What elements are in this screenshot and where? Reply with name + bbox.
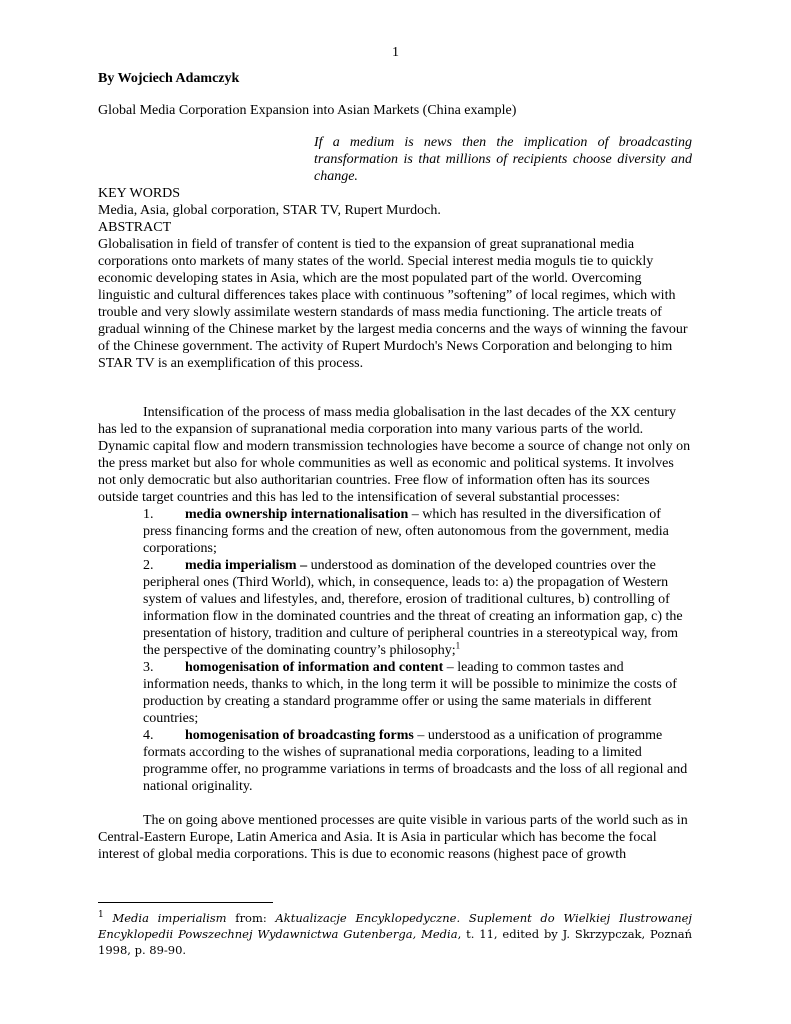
list-item-text: – leading to common tastes and information needs, thanks to which, in the long term it will be possible to minimize the costs of production by creating a standard programme offer or using the same materials in different countries; [143,660,677,726]
footnote-details: , t. 11, edited by J. Skrzypczak, Poznań 1998, p. 89-90. [98,927,692,957]
footnote-divider [98,902,273,903]
list-item [143,557,692,659]
list-item [143,727,692,795]
keywords-list: Media, Asia, global corporation, STAR TV, Rupert Murdoch. [98,203,441,218]
list-item-number: 1. [143,507,154,522]
footnote-source: Aktualizacje Encyklopedyczne. Suplement do Wielkiej Ilustrowanej Encyklopedii Powszechnej Wydawnictwa Gutenberga, Media [98,911,692,941]
list-item [143,506,692,557]
article-title: Global Media Corporation Expansion into Asian Markets (China example) [98,103,517,118]
list-item-term: homogenisation of information and content [185,660,444,675]
footnote-reference[interactable]: 1 [455,640,461,651]
epigraph: If a medium is news then the implication of broadcasting transformation is that millions of recipients choose diversity and change. [314,135,692,184]
list-item-term: media imperialism – [185,558,308,573]
list-item-number: 3. [143,660,154,675]
list-item-number: 2. [143,558,154,573]
processes-list [98,506,692,795]
footnote-term: Media imperialism [112,911,227,925]
author-line: By Wojciech Adamczyk [98,71,240,86]
page-number: 1 [392,45,399,60]
footnote-from: from: [226,911,276,925]
list-item [143,659,692,727]
paragraph-spacer [98,795,692,812]
body-text [98,404,692,863]
list-item-term: media ownership internationalisation [185,507,409,522]
closing-paragraph: The on going above mentioned processes are quite visible in various parts of the world such as in Central-Eastern Europe, Latin America and Asia. It is Asia in particular which has become the focal interest of global media corporations. This is due to economic reasons (highest pace of growth [98,813,688,862]
list-item-text: – which has resulted in the diversification of press financing forms and the creation of new, often autonomous from the government, media corporations; [143,507,669,556]
footnote [98,910,692,958]
list-item-number: 4. [143,728,154,743]
list-item-text: – understood as a unification of programme formats according to the wishes of supranational media corporations, leading to a limited programme offer, no programme variations in terms of broadcasts and the loss of all regional and national originality. [143,728,688,794]
list-item-term: homogenisation of broadcasting forms [185,728,414,743]
keywords-heading: KEY WORDS [98,186,181,201]
intro-paragraph: Intensification of the process of mass media globalisation in the last decades of the XX century has led to the expansion of supranational media corporation into many various parts of the world. Dynamic capital flow and modern transmission technologies have become a source of change not only on the press market but also for whole communities as well as economic and political systems. It involves not only democratic but also authoritarian countries. Free flow of information often has its sources outside target countries and this has led to the intensification of several substantial processes: [98,405,691,505]
list-item-text: understood as domination of the developed countries over the peripheral ones (Third World), which, in consequence, leads to: a) the propagation of Western system of values and lifestyles, and, therefore, erosion of traditional cultures, b) controlling of information flow in the dominated countries and the threat of creating an information gap, c) the presentation of history, tradition and culture of peripheral countries in a stereotypical way, from the perspective of the dominating country’s philosophy; [143,558,683,658]
footnote-mark: 1 [98,910,104,921]
abstract-heading: ABSTRACT [98,220,172,235]
abstract-text: Globalisation in field of transfer of content is tied to the expansion of great supranational media corporations onto markets of many states of the world. Special interest media moguls tie to quickly economic developing states in Asia, which are the most populated part of the world. Overcoming linguistic and cultural differences takes place with continuous ”softening” of local regimes, which with trouble and very slowly assimilate western standards of mass media functioning. The article treats of gradual winning of the Chinese market by the largest media concerns and the ways of winning the favour of the Chinese government. The activity of Rupert Murdoch's News Corporation and belonging to him STAR TV is an exemplification of this process. [98,237,688,371]
keywords-abstract-block [98,185,692,372]
